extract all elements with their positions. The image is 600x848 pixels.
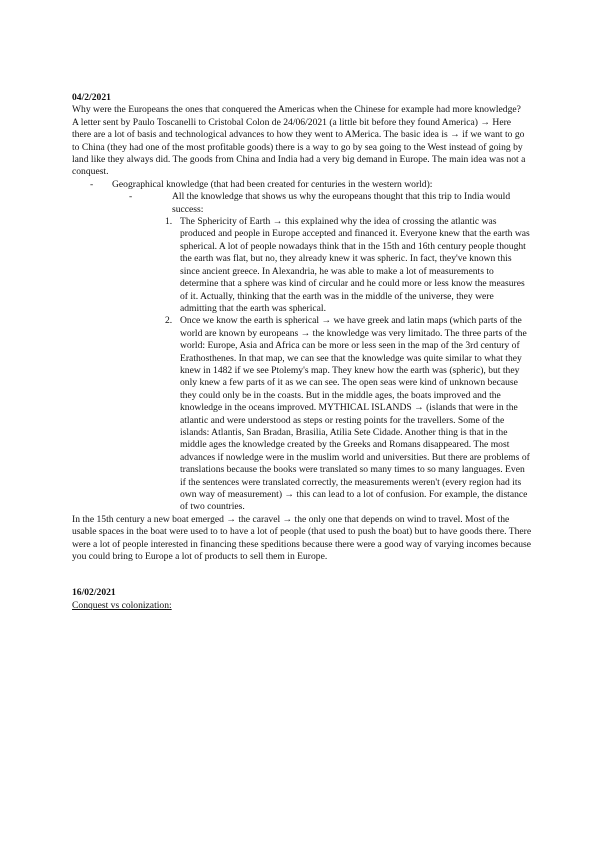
section-spacer	[72, 563, 532, 587]
bullet-marker: -	[90, 178, 94, 190]
bullet-geographical-knowledge	[72, 179, 532, 191]
intro-paragraph: A letter sent by Paulo Toscanelli to Cristobal Colon de 24/06/2021 (a little bit before they found America) → Here there are a lot of basis and technological advances to how they went to AMerica. The basic idea is → if we want to go to China (they had one of the most profitable goods) there is a way to go by sea going to the West instead of going by land like they always did. The goods from China and India had a very big demand in Europe. The main idea was not a conquest.	[72, 116, 526, 178]
closing-paragraph: In the 15th century a new boat emerged → the caravel → the only one that depends on wind to travel. Most of the usable spaces in the boat were used to to have a lot of people (that used to push the boat) but to have goods there. There were a lot of people interested in financing these speditions because there were a good way of varying incomes because you could bring to Europe a lot of products to sell them in Europe.	[72, 513, 532, 563]
section-date: 16/02/2021	[72, 587, 116, 599]
list-number: 1.	[165, 216, 173, 228]
sub-bullet-knowledge	[129, 191, 532, 216]
document-page	[72, 92, 532, 612]
question-paragraph: Why were the Europeans the ones that conquered the Americas when the Chinese for example had more knowledge?	[72, 104, 521, 116]
numbered-list	[72, 216, 532, 514]
list-item	[165, 216, 532, 315]
section-date: 04/2/2021	[72, 92, 111, 103]
bullet-marker: -	[129, 191, 133, 203]
list-item-text: Once we know the earth is spherical → we have greek and latin maps (which parts of the world are known by europeans → the knowledge was very limitado. The three parts of the world: Europe, Asia and Africa can be more or less seen in the map of the 3rd century of Erathosthenes. In that map, we can see that the knowledge was quite similar to what they knew in 1482 if we see Ptolemy's map. They knew how the earth was (spheric), but they only knew a few parts of it as we can see. The open seas were kind of unknown because they could only be in the coasts. But in the middle ages, the boats improved and the knowledge in the oceans improved. MYTHICAL ISLANDS → (islands that were in the atlantic and were understood as steps or resting points for the travellers. Some of the islands: Atlantis, San Bradan, Brasilia, Atilia Sete Cidade. Another thing is that in the middle ages the knowledge created by the Greeks and Romans disappeared. The most advances if nowledge were in the muslim world and universities. But there are problems of translations because the books were translated so many times to so many languages. Even if the sentences were translated correctly, the measurements weren't (every region had its own way of measurement) → this can lead to a lot of confusion. For example, the distance of two countries.	[180, 315, 530, 513]
bullet-text: Geographical knowledge (that had been created for centuries in the western world):	[112, 178, 433, 190]
list-item-text: The Sphericity of Earth → this explained why the idea of crossing the atlantic was produced and people in Europe accepted and financed it. Everyone knew that the earth was spherical. A lot of people nowadays think that in the 15th and 16th century people thought the earth was flat, but no, they already knew it was spheric. In fact, they've known this since ancient greece. In Alexandria, he was able to make a lot of measurements to determine that a sphere was kind of circular and he could more or less know the measures of it. Actually, thinking that the earth was in the middle of the universe, they were admitting that the earth was spherical.	[180, 216, 530, 314]
list-item	[165, 315, 532, 514]
bullet-text: All the knowledge that shows us why the europeans thought that this trip to India would success:	[172, 191, 511, 215]
list-number: 2.	[165, 315, 173, 327]
section-subtitle: Conquest vs colonization:	[72, 599, 172, 611]
